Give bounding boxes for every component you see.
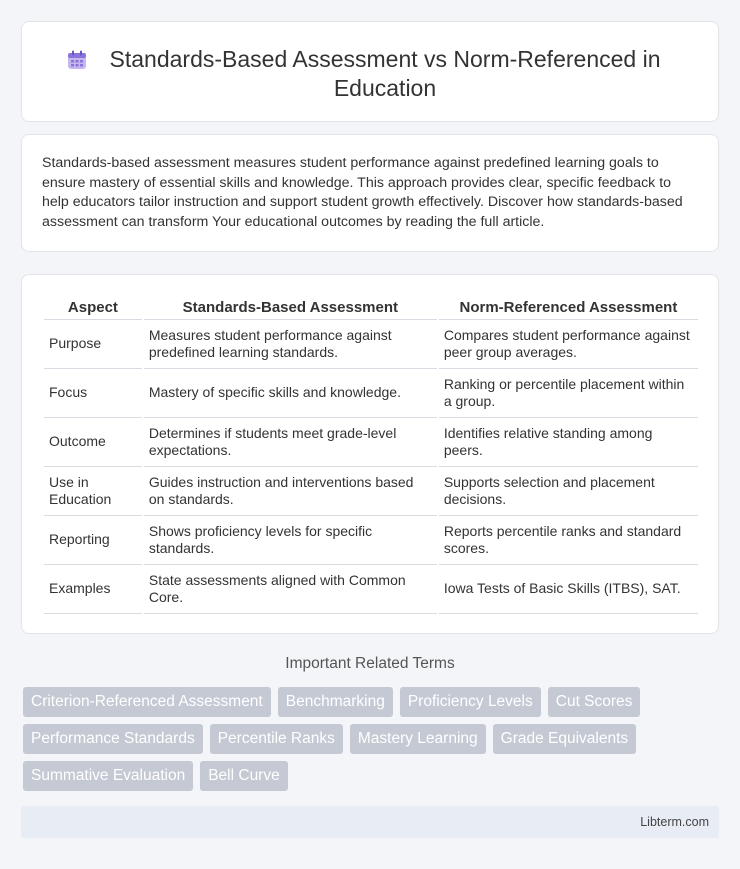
related-terms-list <box>23 687 663 791</box>
calendar-icon <box>66 49 88 71</box>
row-aspect: Outcome <box>44 418 142 467</box>
title-card <box>21 21 719 122</box>
tag-mastery-learning[interactable]: Mastery Learning <box>350 724 486 754</box>
table-row <box>44 467 698 516</box>
row-aspect: Focus <box>44 369 142 418</box>
row-aspect: Examples <box>44 565 142 614</box>
related-terms-heading: Important Related Terms <box>285 655 455 672</box>
row-standards-value: Guides instruction and interventions based on standards. <box>144 467 437 516</box>
intro-paragraph: Standards-based assessment measures student performance against predefined learning goals to ensure mastery of essential skills and knowledge. This approach provides clear, specific feedback to help educators tailor instruction and support student growth effectively. Discover how standards-based assessment can transform Your educational outcomes by reading the full article. <box>42 155 683 230</box>
tag-bell-curve[interactable]: Bell Curve <box>200 761 288 791</box>
tag-proficiency-levels[interactable]: Proficiency Levels <box>400 687 541 717</box>
table-row <box>44 369 698 418</box>
tag-cut-scores[interactable]: Cut Scores <box>548 687 641 717</box>
row-norm-value: Iowa Tests of Basic Skills (ITBS), SAT. <box>439 565 698 614</box>
row-norm-value: Identifies relative standing among peers. <box>439 418 698 467</box>
row-norm-value: Supports selection and placement decisions. <box>439 467 698 516</box>
row-aspect: Reporting <box>44 516 142 565</box>
table-header-row <box>44 295 698 320</box>
intro-card <box>21 134 719 252</box>
table-row <box>44 418 698 467</box>
row-norm-value: Reports percentile ranks and standard scores. <box>439 516 698 565</box>
row-standards-value: Determines if students meet grade-level expectations. <box>144 418 437 467</box>
comparison-table <box>42 295 700 614</box>
row-standards-value: Measures student performance against predefined learning standards. <box>144 320 437 369</box>
footer <box>21 806 719 838</box>
header-aspect: Aspect <box>44 295 142 320</box>
row-aspect: Purpose <box>44 320 142 369</box>
table-row <box>44 320 698 369</box>
tag-grade-equivalents[interactable]: Grade Equivalents <box>493 724 637 754</box>
tag-criterion-referenced-assessment[interactable]: Criterion-Referenced Assessment <box>23 687 271 717</box>
row-standards-value: Mastery of specific skills and knowledge. <box>144 369 437 418</box>
table-row <box>44 516 698 565</box>
footer-site-link[interactable]: Libterm.com <box>640 815 709 829</box>
header-norm-referenced: Norm-Referenced Assessment <box>439 295 698 320</box>
comparison-card <box>21 274 719 634</box>
tag-benchmarking[interactable]: Benchmarking <box>278 687 393 717</box>
tag-percentile-ranks[interactable]: Percentile Ranks <box>210 724 343 754</box>
table-row <box>44 565 698 614</box>
row-aspect: Use in Education <box>44 467 142 516</box>
tag-summative-evaluation[interactable]: Summative Evaluation <box>23 761 193 791</box>
row-standards-value: State assessments aligned with Common Core. <box>144 565 437 614</box>
row-standards-value: Shows proficiency levels for specific standards. <box>144 516 437 565</box>
row-norm-value: Ranking or percentile placement within a group. <box>439 369 698 418</box>
header-standards-based: Standards-Based Assessment <box>144 295 437 320</box>
row-norm-value: Compares student performance against peer group averages. <box>439 320 698 369</box>
tag-performance-standards[interactable]: Performance Standards <box>23 724 203 754</box>
page-title: Standards-Based Assessment vs Norm-Referenced in Education <box>109 46 661 101</box>
